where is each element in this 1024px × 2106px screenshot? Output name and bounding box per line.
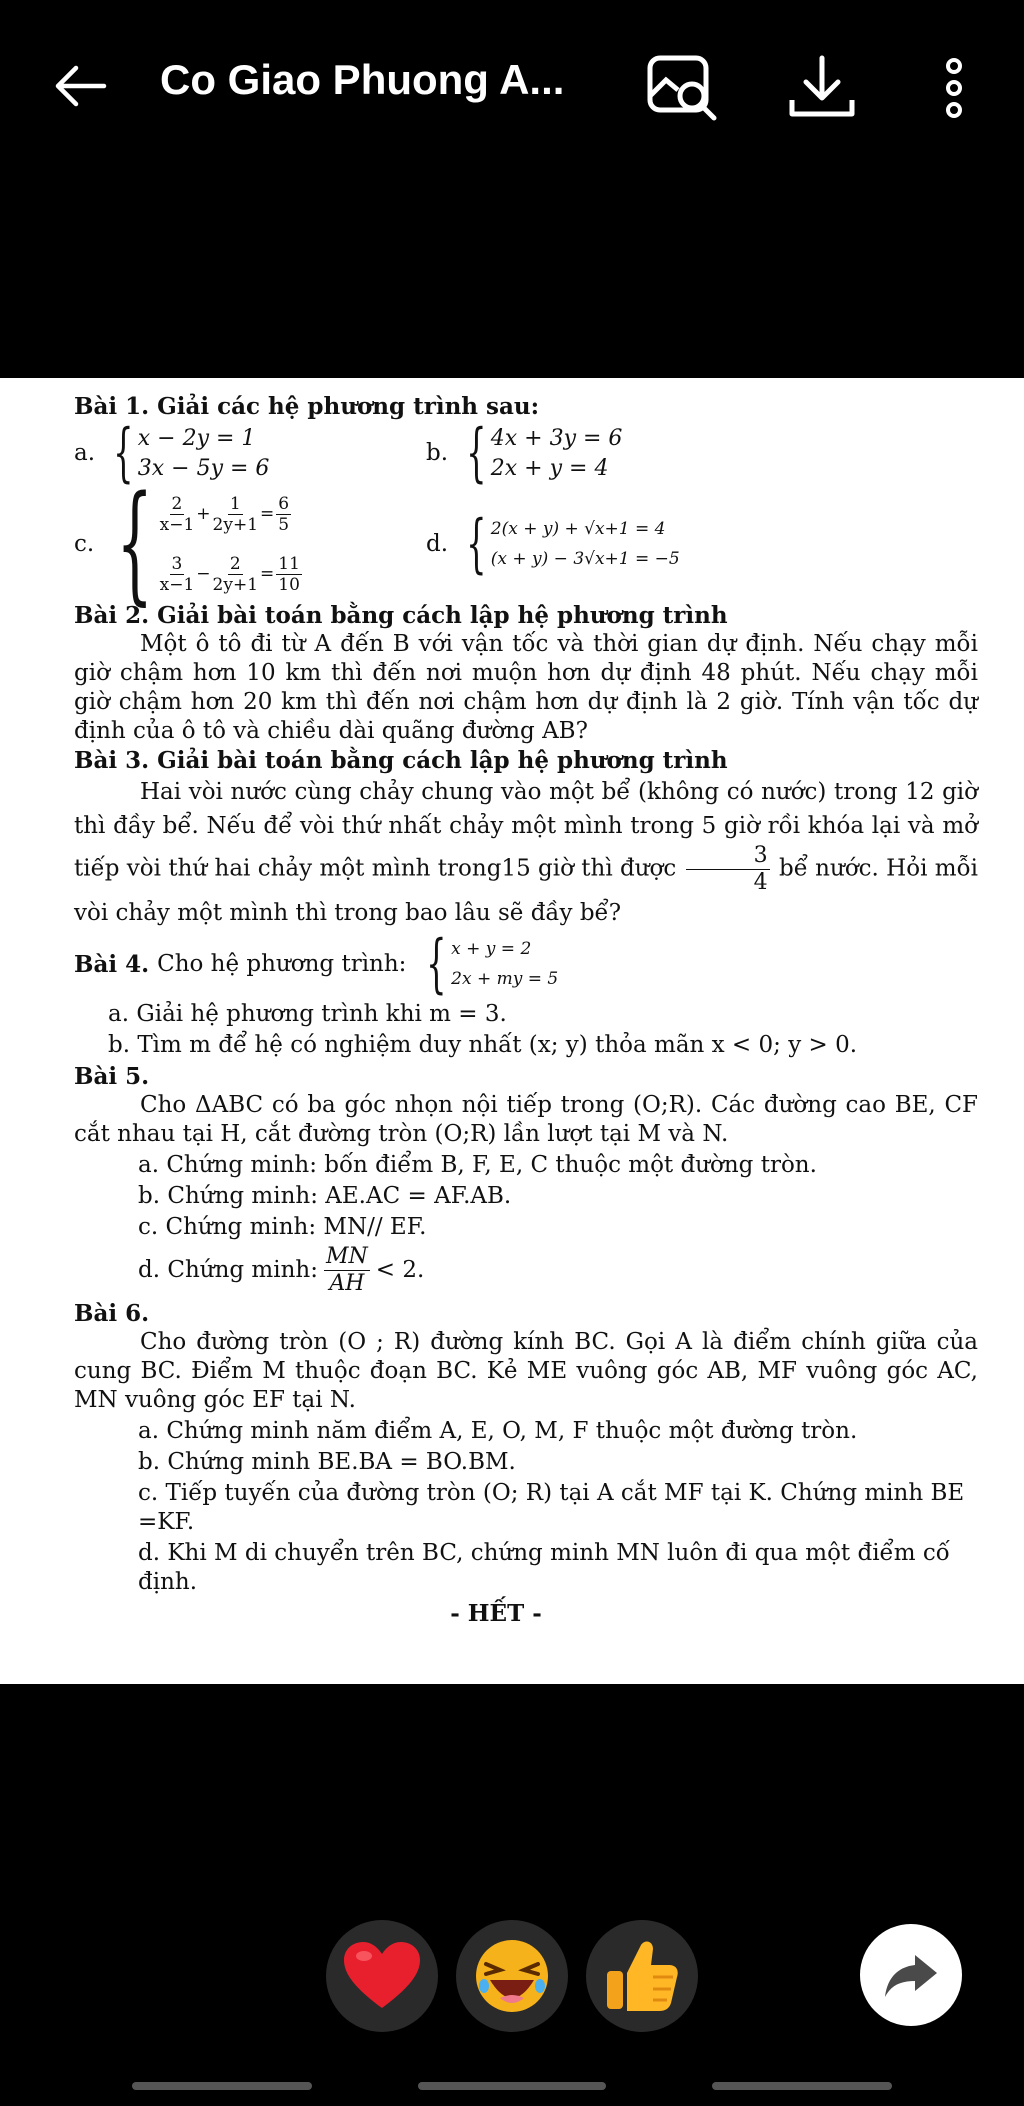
bai1-row-ab [74,416,978,490]
list-item: a. Chứng minh năm điểm A, E, O, M, F thuộc một đường tròn. [138,1418,858,1444]
bai1-a-label: a. [74,439,96,466]
list-item: a. Chứng minh: bốn điểm B, F, E, C thuộc một đường tròn. [138,1152,817,1178]
fraction: $\frac{MN}{AH}$ [325,1244,368,1296]
bai6-title: Bài 6. [74,1300,150,1327]
back-arrow-icon [52,64,108,108]
nav-bar-indicator [132,2082,312,2090]
share-icon [883,1951,939,1999]
bai4-title: Bài 4. [74,950,150,978]
bai1-b-system: { 4x + 3y = 6 2x + y = 4 [466,416,623,490]
download-button[interactable] [784,52,860,124]
bai1-c [74,469,426,618]
bai4-system: { x + y = 2 2x + my = 5 [426,927,559,1001]
bai1-c-label: c. [74,530,95,557]
heart-icon [342,1940,422,2012]
equation: 2(x + y) + √x+1 = 4 [490,518,666,539]
list-item: b. Tìm m để hệ có nghiệm duy nhất (x; y) thỏa mãn x < 0; y > 0. [108,1032,858,1058]
nav-bar-indicator [418,2082,606,2090]
list-item: d. Khi M di chuyển trên BC, chứng minh MN luôn đi qua một điểm cố định. [138,1540,950,1595]
image-search-icon [644,52,724,124]
list-item: c. Tiếp tuyến của đường tròn (O; R) tại A cắt MF tại K. Chứng minh BE =KF. [138,1480,965,1535]
document-image[interactable] [0,378,1024,1684]
bai5-text: Cho ΔABC có ba góc nhọn nội tiếp trong (O;R). Các đường cao BE, CF cắt nhau tại H, cắt đường tròn (O;R) lần lượt tại M và N. [74,1092,978,1147]
bai1-b-label: b. [426,439,449,466]
equation: $\frac{3}{x-1}$ − $\frac{2}{2y+1}$ = $\frac{11}{10}$ [159,553,300,595]
laugh-reaction-button[interactable] [456,1920,568,2032]
bai4-header [74,927,978,1001]
bai1-b [426,416,623,490]
chat-title: Co Giao Phuong A... [160,56,565,103]
nav-bar-indicator [712,2082,892,2090]
equation: $\frac{2}{x-1}$ + $\frac{1}{2y+1}$ = $\frac{6}{5}$ [159,493,290,535]
bai4-intro: Cho hệ phương trình: [157,950,407,977]
laughing-face-icon [472,1936,552,2016]
share-button[interactable] [860,1924,962,2026]
back-button[interactable] [48,58,112,114]
thumbs-up-icon [603,1937,681,2015]
list-item: a. Giải hệ phương trình khi m = 3. [108,1001,507,1027]
app-header [0,0,1024,180]
bai1-a-system: { x − 2y = 1 3x − 5y = 6 [113,416,270,490]
bai2-title: Bài 2. Giải bài toán bằng cách lập hệ phương trình [74,602,728,629]
equation: x − 2y = 1 [137,425,256,451]
equation: 4x + 3y = 6 [490,425,623,451]
image-search-button[interactable] [644,52,724,124]
bai4-list [74,1000,978,1060]
bai2-text: Một ô tô đi từ A đến B với vận tốc và thời gian dự định. Nếu chạy mỗi giờ chậm hơn 10 km thì đến nơi muộn hơn dự định 48 phút. Nếu chạy mỗi giờ chậm hơn 20 km thì đến nơi chậm hơn dự định là 2 giờ. Tính vận tốc dự định của ô tô và chiều dài quãng đường AB? [74,631,978,744]
bai5-list [74,1151,978,1297]
equation: 2x + y = 4 [490,455,609,481]
list-item: b. Chứng minh: AE.AC = AF.AB. [138,1183,512,1209]
fraction: $\frac{3}{4}$ [686,843,770,896]
more-options-button[interactable] [932,52,976,124]
bai1-d [426,507,680,581]
bai3-title: Bài 3. Giải bài toán bằng cách lập hệ phương trình [74,747,728,774]
equation: x + y = 2 [451,938,532,959]
more-vertical-icon [932,52,976,124]
bai6-list [74,1417,978,1597]
list-item: d. Chứng minh: $\frac{MN}{AH}$ < 2. [138,1244,425,1296]
bai1-c-system: { $\frac{2}{x-1}$ + $\frac{1}{2y+1}$ = $\frac{6}{5}$ $\frac{3}{x-1}$ − $\frac{2}{2y+1}$ = $\frac{11}{10}$ [94,489,304,599]
bai5-title: Bài 5. [74,1063,150,1090]
end-marker: - HẾT - [450,1600,542,1627]
bai1-d-label: d. [426,530,449,557]
equation: (x + y) − 3√x+1 = −5 [490,548,680,569]
bai1-title: Bài 1. Giải các hệ phương trình sau: [74,393,540,420]
download-icon [784,52,860,124]
bai6-text: Cho đường tròn (O ; R) đường kính BC. Gọi A là điểm chính giữa của cung BC. Điểm M thuộc đoạn BC. Kẻ ME vuông góc AB, MF vuông góc AC, MN vuông góc EF tại N. [74,1329,978,1413]
thumbs-up-reaction-button[interactable] [586,1920,698,2032]
bai1-d-system: { 2(x + y) + √x+1 = 4 (x + y) − 3√x+1 = −5 [466,507,680,581]
equation: 2x + my = 5 [451,968,559,989]
equation: 3x − 5y = 6 [137,455,270,481]
list-item: b. Chứng minh BE.BA = BO.BM. [138,1449,516,1475]
list-item: c. Chứng minh: MN// EF. [138,1214,427,1240]
bai3-text: Hai vòi nước cùng chảy chung vào một bể (không có nước) trong 12 giờ thì đầy bể. Nếu để vòi thứ nhất chảy một mình trong 5 giờ rồi khóa lại và mở tiếp vòi thứ hai chảy một mình trong15 giờ thì được $\frac{3}{4}$ bể nước. Hỏi mỗi vòi chảy một mình thì trong bao lâu sẽ đầy bể? [74,779,979,926]
heart-reaction-button[interactable] [326,1920,438,2032]
